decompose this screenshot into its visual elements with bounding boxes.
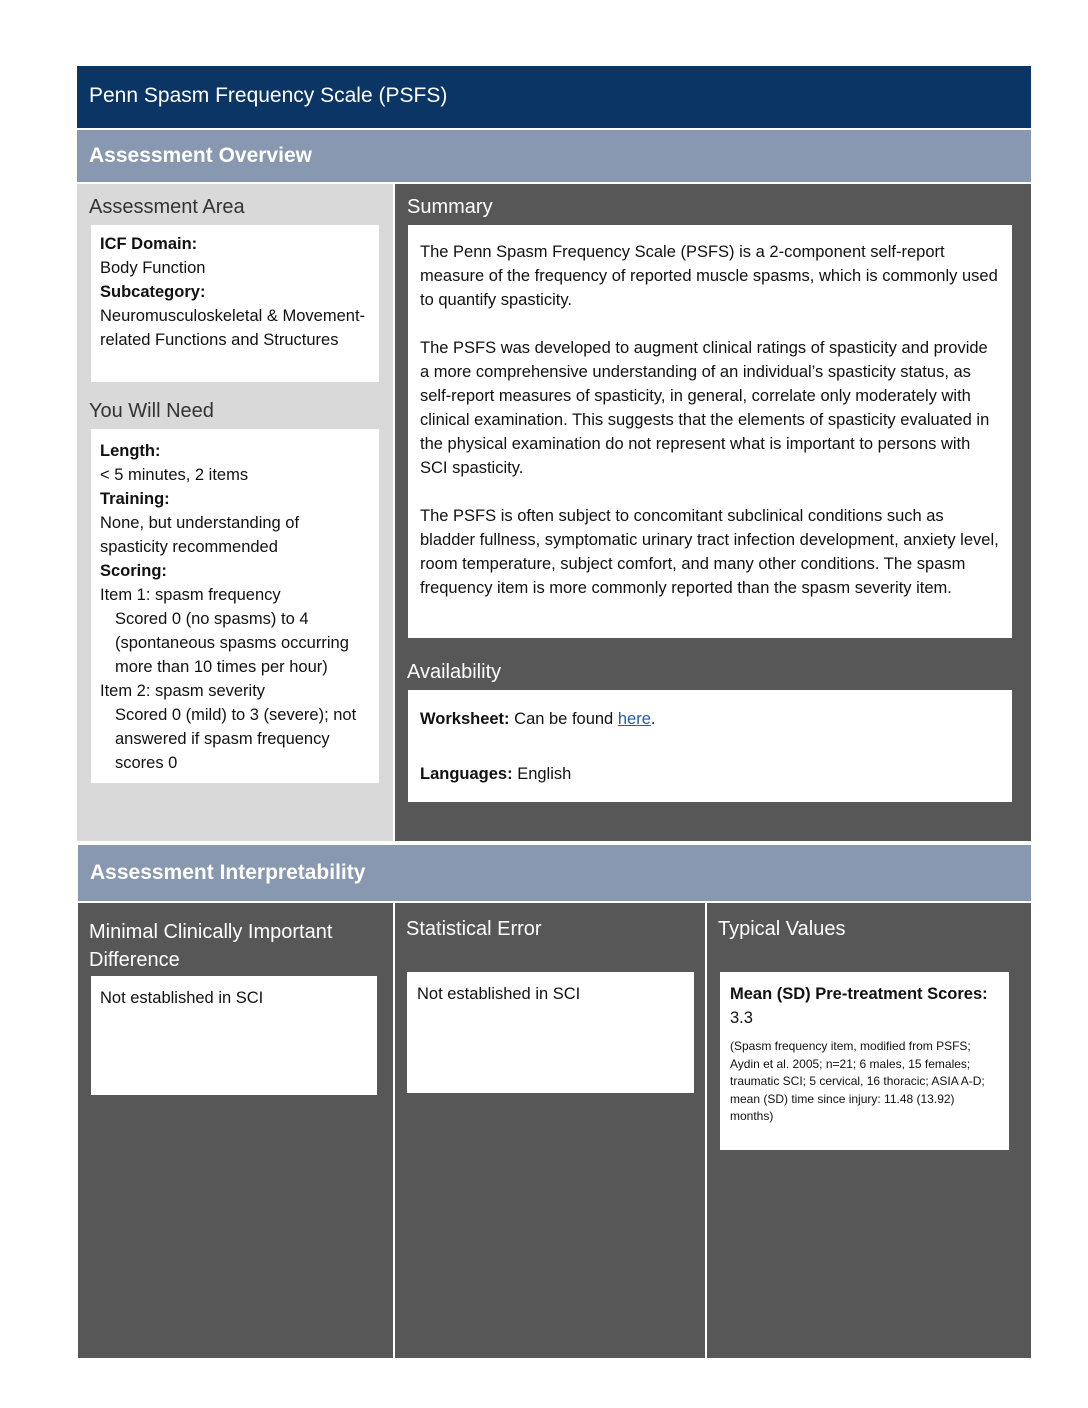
worksheet-period: . [650,710,656,728]
worksheet-link[interactable]: here [617,710,651,728]
mcid-card [91,976,377,1095]
mcid-value: Not established in SCI [100,989,264,1007]
summary-paragraph-2: The PSFS was developed to augment clinical ratings of spasticity and provide a more comprehensive understanding of an individual’s spasticity status, as self-report measures of spasticity, in general, correlate only moderately with clinical examination. This suggests that the elements of spasticity evaluated in the physical examination do not represent what is important to persons with SCI spasticity. [420,339,990,477]
icf-domain-label: ICF Domain: [100,235,198,253]
assessment-area-card [91,225,379,382]
summary-paragraph-1: The Penn Spasm Frequency Scale (PSFS) is a 2-component self-report measure of the frequency of reported muscle spasms, which is commonly used to quantify spasticity. [420,243,998,309]
typical-values-label: Mean (SD) Pre-treatment Scores: [730,985,988,1003]
subcategory-label: Subcategory: [100,283,206,301]
training-label: Training: [100,490,170,508]
typical-values-heading: Typical Values [718,918,846,940]
interpretability-section-bar [78,845,1031,901]
statistical-error-value: Not established in SCI [417,985,581,1003]
subcategory-value: Neuromusculoskeletal & Movement-related Functions and Structures [100,307,366,349]
typical-values-note: (Spasm frequency item, modified from PSFS; Aydin et al. 2005; n=21; 6 males, 15 females; traumatic SCI; 5 cervical, 16 thoracic; ASIA A-D; mean (SD) time since injury: 11.48 (13.92) months) [730,1039,985,1123]
summary-card [408,225,1012,638]
overview-left-panel [77,184,393,841]
summary-paragraph-3: The PSFS is often subject to concomitant subclinical conditions such as bladder fullness, symptomatic urinary tract infection development, anxiety level, room temperature, subject comfort, and many other conditions. The spasm frequency item is more commonly reported than the spasm severity item. [420,507,999,597]
scoring-label: Scoring: [100,562,167,580]
statistical-error-heading: Statistical Error [406,918,542,940]
overview-section-bar [77,130,1031,182]
scoring-item-1: Item 1: spasm frequency [100,586,281,604]
length-value: < 5 minutes, 2 items [100,466,249,484]
typical-values-panel [707,903,1031,1358]
you-will-need-card [91,429,379,783]
overview-right-panel [395,184,1031,841]
title-bar [77,66,1031,128]
length-label: Length: [100,442,161,460]
training-value: None, but understanding of spasticity recommended [100,514,300,556]
availability-heading: Availability [407,661,502,683]
scoring-item-2-detail: Scored 0 (mild) to 3 (severe); not answered if spasm frequency scores 0 [115,706,357,772]
page-title: Penn Spasm Frequency Scale (PSFS) [89,84,448,107]
languages-label: Languages: [420,765,513,783]
summary-heading: Summary [407,196,493,218]
assessment-area-heading: Assessment Area [89,196,245,218]
languages-value: English [517,765,572,783]
you-will-need-heading: You Will Need [89,400,214,422]
scoring-item-2: Item 2: spasm severity [100,682,266,700]
typical-values-score: 3.3 [730,1009,753,1027]
statistical-error-panel [395,903,705,1358]
worksheet-label: Worksheet: [420,710,510,728]
scoring-item-1-detail: Scored 0 (no spasms) to 4 (spontaneous spasms occurring more than 10 times per hour) [115,610,349,676]
typical-values-card [720,972,1009,1150]
worksheet-text: Can be found [514,710,614,728]
interpretability-heading: Assessment Interpretability [90,861,366,884]
mcid-panel [78,903,393,1358]
icf-domain-value: Body Function [100,259,206,277]
statistical-error-card [407,972,694,1093]
availability-card [408,690,1012,802]
mcid-heading: Minimal Clinically Important Difference [89,921,333,971]
overview-heading: Assessment Overview [89,144,312,167]
